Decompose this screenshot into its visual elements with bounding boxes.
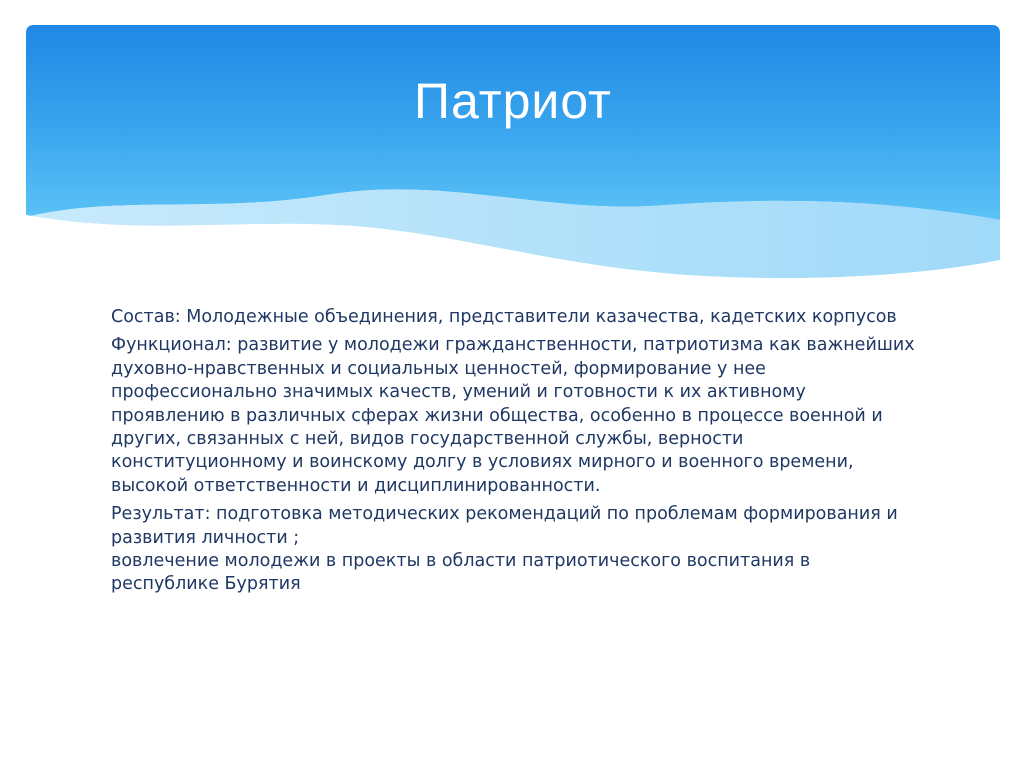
result-paragraph [111,503,921,597]
slide-title: Патриот [414,73,612,129]
slide-body [111,306,921,602]
result-line-1: Результат: подготовка методических рекомендаций по проблемам формирования и развития личности ; [111,504,898,548]
wave-banner-graphic [26,25,1000,285]
functional-paragraph: Функционал: развитие у молодежи гражданственности, патриотизма как важнейших духовно-нравственных и социальных ценностей, формирование у нее профессионально значимых качеств, умений и готовности к их активному проявлению в различных сферах жизни общества, особенно в процессе военной и других, связанных с ней, видов государственной службы, верности конституционному и воинскому долгу в условиях мирного и военного времени, высокой ответственности и дисциплинированности. [111,335,915,496]
header-banner [26,25,1000,285]
result-line-2: вовлечение молодежи в проекты в области патриотического воспитания в республике Бурятия [111,551,811,595]
composition-paragraph: Состав: Молодежные объединения, представители казачества, кадетских корпусов [111,307,897,327]
